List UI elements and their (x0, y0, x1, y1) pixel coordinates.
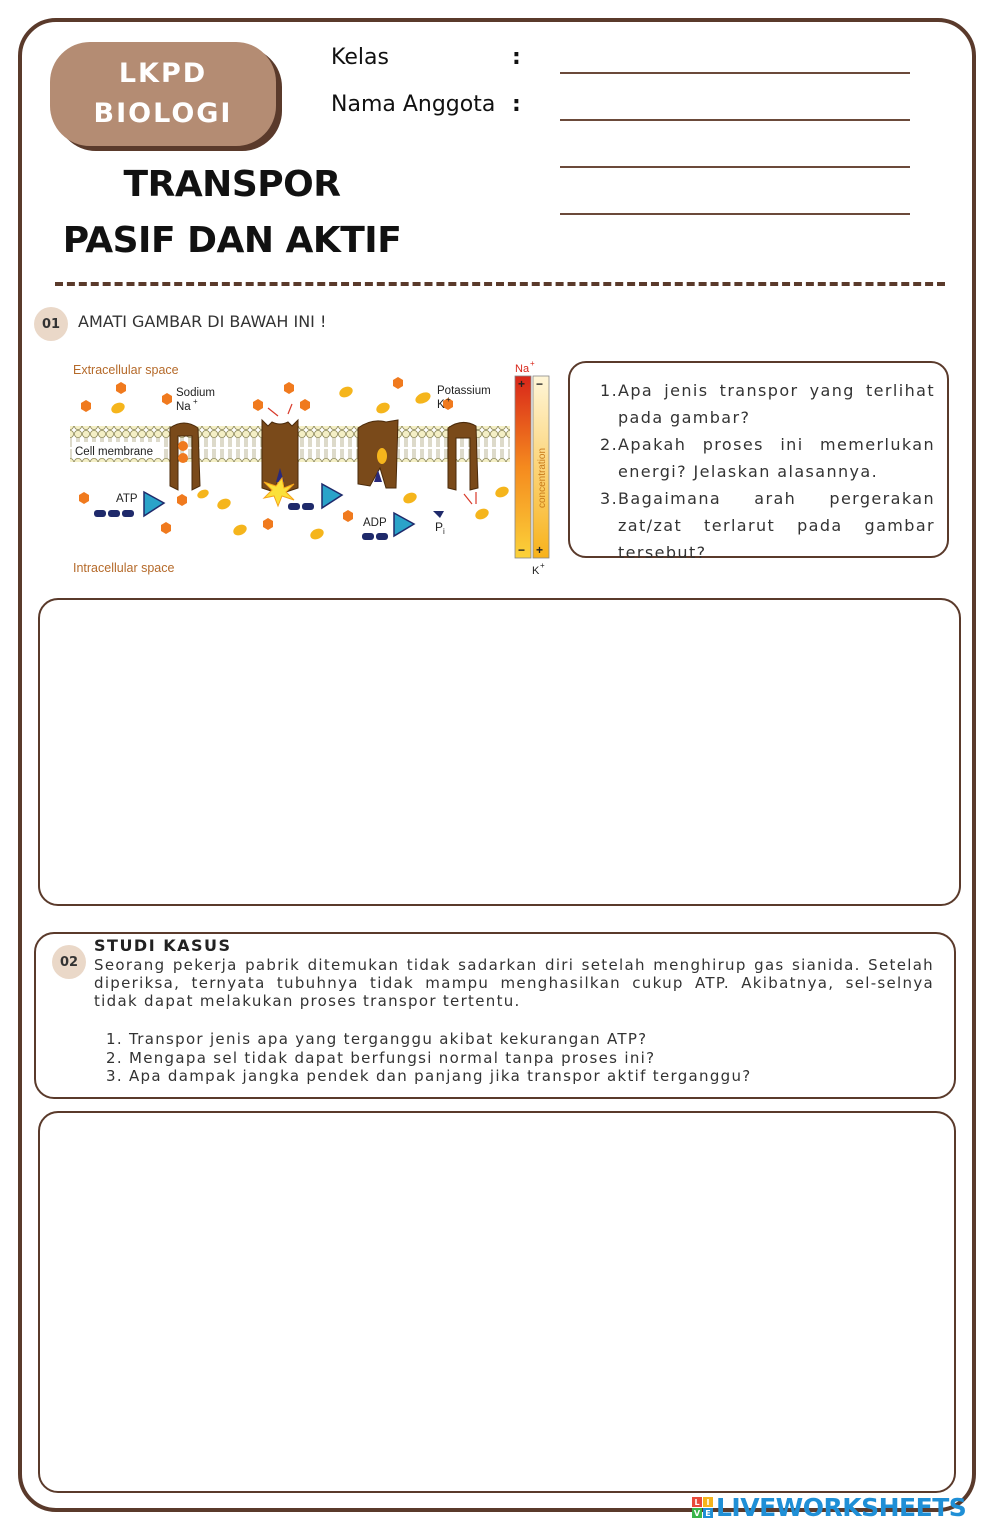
cell-membrane-label: Cell membrane (75, 446, 153, 458)
badge-line-1: LKPD (118, 58, 208, 89)
extracellular-label: Extracellular space (73, 363, 179, 377)
kelas-input-line[interactable] (560, 72, 910, 74)
case-question-3: 3. Apa dampak jangka pendek dan panjang jika transpor aktif terganggu? (106, 1067, 752, 1085)
sodium-potassium-pump-diagram (66, 358, 556, 583)
liveworksheets-logo-icon: L I V E (692, 1497, 713, 1518)
nama-input-line-2[interactable] (560, 166, 910, 168)
svg-text:+: + (536, 543, 544, 557)
case-study-questions (106, 1030, 752, 1086)
lkpd-badge (50, 42, 276, 146)
svg-text:+: + (446, 395, 451, 404)
adp-label: ADP (363, 517, 387, 529)
kelas-colon: : (512, 45, 521, 70)
section-divider (55, 282, 945, 286)
section-1-number: 01 (34, 307, 68, 341)
intracellular-label: Intracellular space (73, 561, 175, 575)
section-1-answer-box[interactable] (38, 598, 961, 906)
na-gradient-label: Na (515, 363, 530, 375)
case-question-1: 1. Transpor jenis apa yang terganggu akibat kekurangan ATP? (106, 1030, 648, 1048)
nama-input-line-3[interactable] (560, 213, 910, 215)
page-title-line-1: TRANSPOR (123, 164, 341, 205)
svg-text:+: + (530, 359, 535, 368)
atp-label: ATP (116, 493, 138, 505)
concentration-label: concentration (537, 447, 548, 508)
nama-input-line-1[interactable] (560, 119, 910, 121)
potassium-symbol: K (437, 399, 445, 411)
badge-line-2: BIOLOGI (93, 98, 233, 129)
case-question-2: 2. Mengapa sel tidak dapat berfungsi normal tanpa proses ini? (106, 1048, 656, 1067)
svg-text:i: i (443, 527, 445, 536)
question-3: 3. Bagaimana arah pergerakan zat/zat terlarut pada gambar tersebut? (600, 489, 935, 562)
question-1: 1. Apa jenis transpor yang terlihat pada gambar? (600, 381, 935, 427)
sodium-symbol: Na (176, 401, 191, 413)
page-title-line-2: PASIF DAN AKTIF (62, 220, 402, 261)
na-concentration-bar (515, 376, 531, 558)
section-2-number: 02 (52, 945, 86, 979)
watermark-text: LIVEWORKSHEETS (716, 1493, 967, 1522)
nama-colon: : (512, 92, 521, 117)
section-2-answer-box[interactable] (38, 1111, 956, 1493)
svg-text:−: − (518, 543, 526, 557)
liveworksheets-watermark (692, 1493, 966, 1522)
nama-anggota-label: Nama Anggota (331, 92, 496, 117)
svg-text:+: + (540, 561, 545, 570)
svg-text:+: + (518, 377, 526, 391)
sodium-label: Sodium (176, 387, 215, 399)
kelas-label: Kelas (331, 45, 389, 70)
svg-text:+: + (193, 397, 198, 406)
section-1-instruction: AMATI GAMBAR DI BAWAH INI ! (78, 312, 327, 331)
question-2: 2. Apakah proses ini memerlukan energi? Jelaskan alasannya. (600, 435, 935, 481)
phosphate-label: P (435, 520, 444, 534)
k-gradient-label: K (532, 565, 540, 577)
case-study-text: Seorang pekerja pabrik ditemukan tidak sadarkan diri setelah menghirup gas sianida. Setelah diperiksa, ternyata tubuhnya tidak mampu menghasilkan cukup ATP. Akibatnya, sel-selnya tidak dapat melakukan proses transpor tertentu. (94, 956, 934, 1010)
svg-text:−: − (536, 377, 544, 391)
case-study-title: STUDI KASUS (94, 936, 232, 955)
section-1-questions-box (568, 361, 949, 562)
potassium-label: Potassium (437, 385, 491, 397)
